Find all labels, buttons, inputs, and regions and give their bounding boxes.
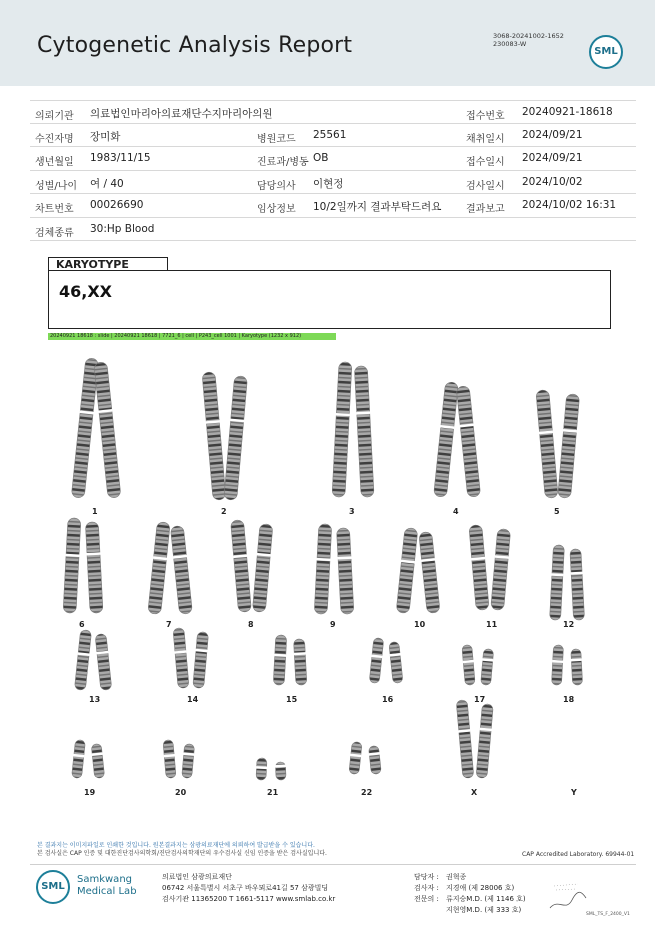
chromosome-label-9: 9 — [330, 620, 336, 629]
chart-no-label: 차트번호 — [35, 204, 74, 215]
sml-logo-icon: SML — [36, 870, 70, 904]
receipt-no-value: 20240921-18618 — [522, 106, 613, 118]
chromosome-label-3: 3 — [349, 507, 355, 516]
doctor-label: 담당의사 — [257, 180, 296, 192]
staff-list: 담당자 : 권혁종 검사자 : 지경애 (제 28006 호) 전문의 : 류지승M.D. (제 1146 호) 지현영M.D. (제 333 호) — [414, 873, 526, 914]
dob-value: 1983/11/15 — [90, 152, 151, 164]
document-id: 3068-20241002-1652 230083-W — [493, 32, 564, 48]
chromosome-7-b — [170, 525, 193, 614]
collect-date-value: 2024/09/21 — [522, 128, 583, 141]
chromosome-label-2: 2 — [221, 507, 227, 516]
chromosome-12-b — [569, 549, 585, 621]
footer-divider — [30, 864, 636, 865]
chromosome-label-1: 1 — [92, 507, 98, 516]
chromosome-16-b — [388, 642, 403, 684]
chromosome-3-b — [354, 366, 375, 498]
chromosome-14-a — [172, 628, 189, 689]
info-row — [30, 171, 636, 195]
chromosome-2-b — [223, 376, 248, 501]
notice-text: 본 결과지는 이미지파일로 인쇄한 것입니다. 원본결과지는 삼광의료재단에 의뢰하여 발급받을 수 있습니다. 본 검사실은 CAP 인증 및 대한진단검사의학회/진단검사의학재단의 우수검사실 신임 인증을 받은 검사실입니다. — [37, 842, 327, 857]
chromosome-9-a — [314, 524, 333, 615]
chromosome-label-10: 10 — [414, 620, 426, 629]
chromosome-18-b — [570, 649, 583, 686]
karyogram-image — [0, 345, 655, 805]
chromosome-6-a — [63, 518, 82, 614]
chromosome-label-18: 18 — [563, 695, 575, 704]
chromosome-4-b — [456, 386, 482, 498]
chromosome-4-a — [433, 382, 459, 498]
signature-icon — [548, 878, 588, 914]
chromosome-label-20: 20 — [175, 788, 187, 797]
chart-no-value: 00026690 — [90, 199, 144, 211]
report-date-value: 2024/10/02 16:31 — [522, 199, 617, 211]
dob-label: 생년월일 — [35, 157, 74, 168]
chromosome-11-b — [490, 529, 511, 611]
dept-label: 진료과/병동 — [257, 157, 309, 168]
report-title: Cytogenetic Analysis Report — [37, 33, 353, 58]
chromosome-2-a — [201, 372, 226, 501]
info-row — [30, 194, 636, 218]
chromosome-label-y: Y — [571, 788, 577, 797]
chromosome-16-a — [369, 638, 385, 684]
chromosome-15-a — [273, 635, 288, 686]
info-row — [30, 124, 636, 148]
sex-age-value: 여 / 40 — [90, 177, 124, 190]
chromosome-label-5: 5 — [554, 507, 560, 516]
karyotype-heading: KARYOTYPE — [48, 257, 168, 271]
chromosome-8-b — [252, 524, 274, 613]
chromosome-14-b — [192, 632, 209, 689]
cap-accreditation: CAP Accredited Laboratory. 69944-01 — [522, 851, 635, 858]
chromosome-x-b — [475, 704, 493, 779]
chromosome-label-7: 7 — [166, 620, 172, 629]
chromosome-label-8: 8 — [248, 620, 254, 629]
chromosome-label-22: 22 — [361, 788, 373, 797]
chromosome-label-11: 11 — [486, 620, 498, 629]
karyotype-result-box — [48, 270, 611, 329]
hospital-code-value: 25561 — [313, 128, 347, 141]
chromosome-label-14: 14 — [187, 695, 199, 704]
chromosome-1-b — [93, 362, 121, 499]
specimen-value: 30:Hp Blood — [90, 222, 155, 235]
chromosome-5-a — [535, 390, 558, 499]
chromosome-19-b — [91, 743, 105, 778]
report-date-label: 결과보고 — [466, 204, 505, 215]
chromosome-11-a — [468, 525, 489, 611]
institution-value: 의료법인마리아의료재단수지마리아의원 — [90, 108, 273, 120]
chromosome-20-b — [181, 744, 195, 779]
chromosome-17-b — [480, 649, 494, 686]
chromosome-7-a — [147, 522, 171, 615]
chromosome-18-a — [551, 645, 564, 686]
clinical-label: 임상정보 — [257, 204, 296, 215]
chromosome-8-a — [230, 520, 252, 613]
info-row — [30, 147, 636, 171]
logo-wordmark: Samkwang Medical Lab — [77, 874, 137, 897]
chromosome-label-4: 4 — [453, 507, 459, 516]
chromosome-1-a — [71, 358, 100, 499]
patient-value: 장미화 — [90, 130, 121, 143]
chromosome-label-21: 21 — [267, 788, 279, 797]
karyotype-result: 46,XX — [59, 282, 113, 301]
chromosome-9-b — [336, 528, 354, 615]
chromosome-label-12: 12 — [563, 620, 575, 629]
chromosome-17-a — [461, 645, 475, 686]
hospital-code-label: 병원코드 — [257, 133, 296, 145]
chromosome-19-a — [71, 740, 86, 779]
chromosome-6-b — [85, 522, 104, 614]
chromosome-x-a — [456, 700, 475, 779]
lab-info: 의료법인 삼광의료재단 06742 서울특별시 서초구 바우뫼로41길 57 삼광빌딩 검사기관 11365200 T 1661-5117 www.smlab.co.kr — [162, 873, 336, 903]
chromosome-label-x: X — [471, 788, 478, 797]
form-code: SML_TS_F_2400_V1 — [586, 912, 630, 917]
chromosome-5-b — [557, 394, 580, 499]
chromosome-label-19: 19 — [84, 788, 96, 797]
receipt-date-value: 2024/09/21 — [522, 152, 583, 164]
receipt-no-label: 접수번호 — [466, 111, 505, 122]
sml-logo-icon: SML — [589, 35, 623, 69]
chromosome-10-a — [396, 528, 419, 614]
chromosome-15-b — [293, 639, 307, 686]
chromosome-21-b — [275, 762, 287, 781]
chromosome-label-16: 16 — [382, 695, 394, 704]
patient-label: 수진자명 — [35, 133, 74, 145]
chromosome-22-b — [368, 745, 382, 774]
dept-value: OB — [313, 152, 329, 164]
chromosome-21-a — [255, 758, 267, 781]
chromosome-13-a — [74, 630, 92, 691]
chromosome-3-a — [331, 362, 352, 498]
chromosome-13-b — [95, 634, 113, 691]
karyotype-meta-bar: 20240921 18618 : slide | 20240921 18618 | 7721_6 | cell | P243_cell 1001 | Karyotype (1232 x 912) — [48, 333, 336, 340]
clinical-value: 10/2일까지 결과부탁드려요 — [313, 201, 442, 213]
specimen-label: 검체종류 — [35, 227, 74, 239]
chromosome-label-6: 6 — [79, 620, 85, 629]
report-header — [0, 0, 655, 86]
test-date-value: 2024/10/02 — [522, 175, 583, 188]
sex-age-label: 성별/나이 — [35, 180, 78, 192]
chromosome-label-13: 13 — [89, 695, 101, 704]
chromosome-20-a — [162, 740, 176, 779]
patient-info-table — [30, 100, 636, 241]
chromosome-label-17: 17 — [474, 695, 486, 704]
collect-date-label: 채취일시 — [466, 133, 505, 145]
chromosome-22-a — [348, 742, 362, 775]
chromosome-12-a — [549, 545, 565, 621]
info-row — [30, 100, 636, 124]
test-date-label: 검사일시 — [466, 180, 505, 192]
receipt-date-label: 접수일시 — [466, 157, 505, 168]
chromosome-10-b — [418, 531, 440, 613]
institution-label: 의뢰기관 — [35, 111, 74, 122]
doctor-value: 이현정 — [313, 177, 344, 190]
chromosome-label-15: 15 — [286, 695, 298, 704]
info-row — [30, 218, 636, 242]
